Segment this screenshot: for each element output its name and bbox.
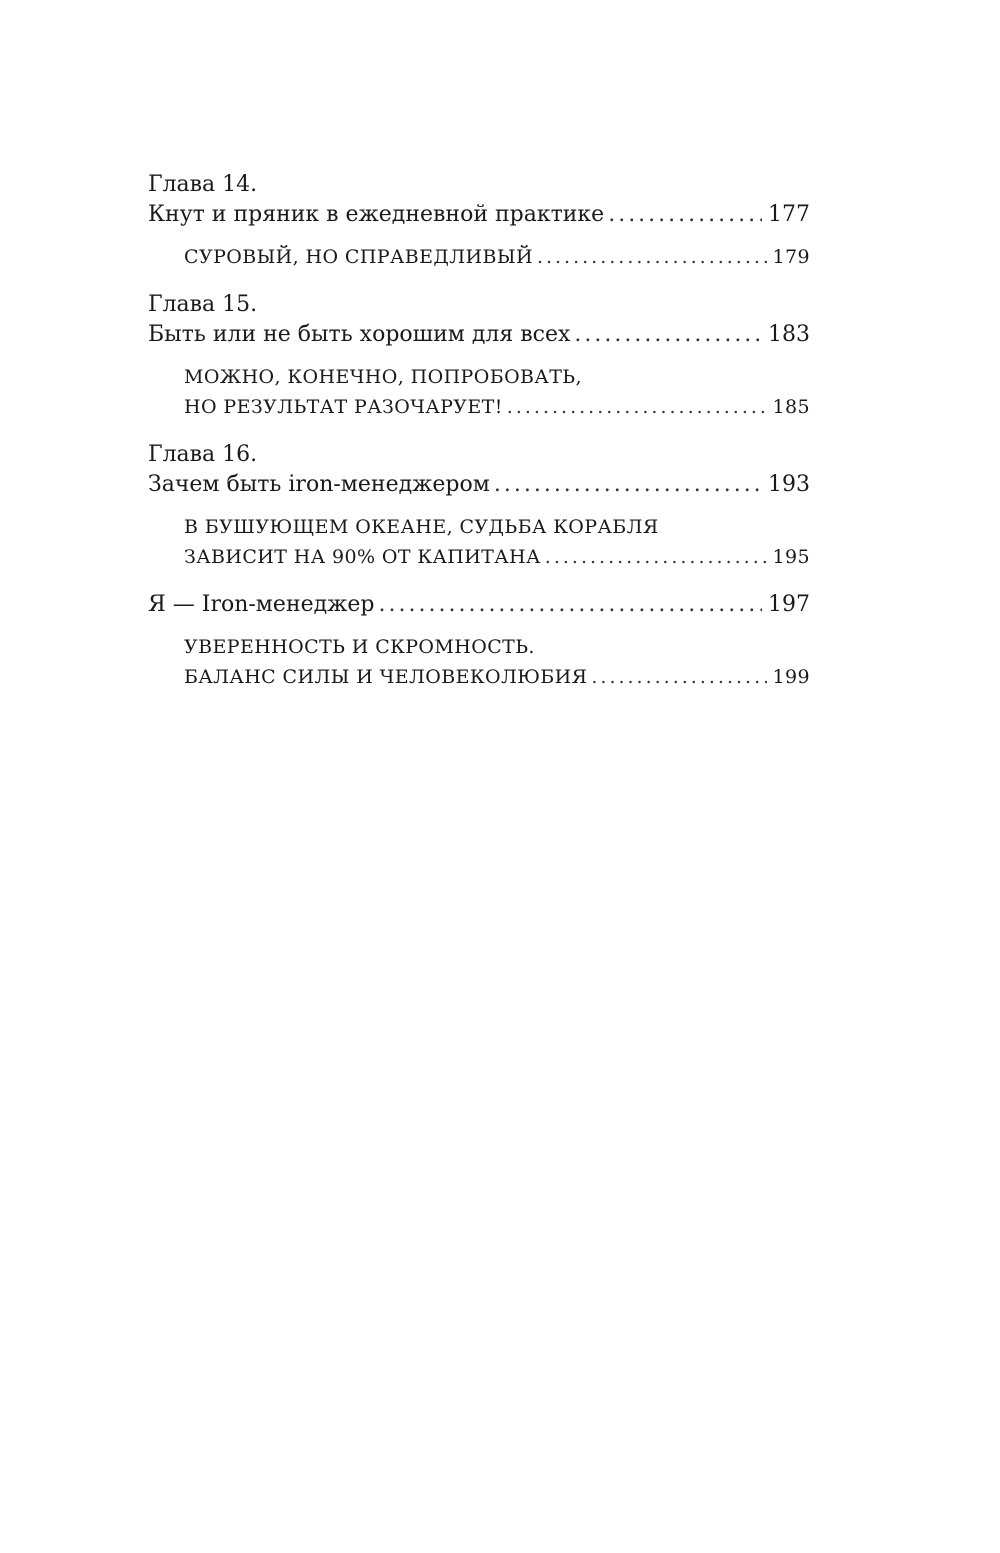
section-entry [184, 542, 810, 572]
toc-section[interactable] [184, 242, 810, 272]
page-number: 199 [772, 666, 810, 688]
toc-section[interactable] [184, 512, 810, 572]
chapter-final [148, 590, 810, 692]
section-title: СУРОВЫЙ, НО СПРАВЕДЛИВЫЙ [184, 246, 533, 268]
chapter-label: Глава 14. [148, 172, 258, 197]
chapter-label: Глава 15. [148, 292, 258, 317]
toc-entry[interactable] [148, 590, 810, 620]
toc-entry[interactable] [148, 200, 810, 230]
dot-leader [591, 662, 766, 692]
chapter-16 [148, 440, 810, 572]
page-number: 185 [772, 396, 810, 418]
dot-leader [494, 470, 762, 500]
section-entry [184, 392, 810, 422]
section-title-line-1: УВЕРЕННОСТЬ И СКРОМНОСТЬ. [184, 636, 535, 658]
table-of-contents [148, 170, 810, 710]
page-number: 177 [768, 202, 810, 227]
section-entry [184, 662, 810, 692]
chapter-14 [148, 170, 810, 272]
toc-section[interactable] [184, 632, 810, 692]
chapter-label: Глава 16. [148, 442, 258, 467]
section-title-line-2: ЗАВИСИТ НА 90% ОТ КАПИТАНА [184, 546, 541, 568]
dot-leader [608, 200, 762, 230]
chapter-15 [148, 290, 810, 422]
dot-leader [537, 242, 767, 272]
dot-leader [545, 542, 767, 572]
page-number: 195 [772, 546, 810, 568]
entry-title: Я — Iron-менеджер [148, 592, 375, 617]
section-title-line-2: НО РЕЗУЛЬТАТ РАЗОЧАРУЕТ! [184, 396, 503, 418]
section-entry [184, 242, 810, 272]
entry-title: Быть или не быть хорошим для всех [148, 322, 571, 347]
page-number: 183 [768, 322, 810, 347]
toc-entry[interactable] [148, 470, 810, 500]
page-number: 197 [768, 592, 810, 617]
section-title-line-1: МОЖНО, КОНЕЧНО, ПОПРОБОВАТЬ, [184, 366, 582, 388]
entry-title: Зачем быть iron-менеджером [148, 472, 490, 497]
dot-leader [507, 392, 767, 422]
dot-leader [574, 320, 762, 350]
entry-title: Кнут и пряник в ежедневной практике [148, 202, 605, 227]
section-title-line-2: БАЛАНС СИЛЫ И ЧЕЛОВЕКОЛЮБИЯ [184, 666, 588, 688]
section-title-line-1: В БУШУЮЩЕМ ОКЕАНЕ, СУДЬБА КОРАБЛЯ [184, 516, 659, 538]
toc-section[interactable] [184, 362, 810, 422]
toc-entry[interactable] [148, 320, 810, 350]
page-number: 179 [772, 246, 810, 268]
page-number: 193 [768, 472, 810, 497]
dot-leader [379, 590, 762, 620]
